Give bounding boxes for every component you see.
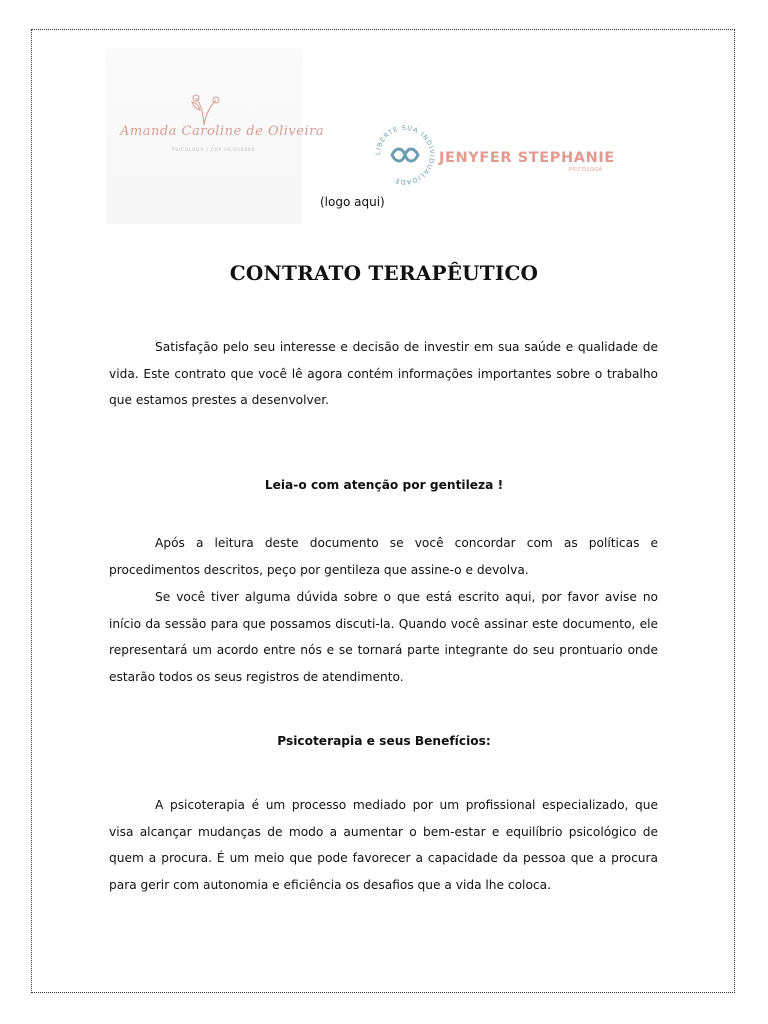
logo-jenyfer [372, 122, 615, 192]
logo-placeholder-note: (logo aqui) [320, 195, 385, 209]
paragraph-agreement: Após a leitura deste documento se você concordar com as políticas e procedimentos descritos, peço por gentileza que assine-o e devolva. [109, 536, 658, 577]
section-heading: Psicoterapia e seus Benefícios: [277, 734, 491, 748]
intro-paragraph: Satisfação pelo seu interesse e decisão de investir em sua saúde e qualidade de vida. Este contrato que você lê agora contém informações importantes sobre o trabalho que estamos prestes a desenvolver. [109, 340, 658, 408]
notice-heading: Leia-o com atenção por gentileza ! [264, 478, 504, 492]
paragraph-psychotherapy: A psicoterapia é um processo mediado por um profissional especializado, que visa alcançar mudanças de modo a aumentar o bem-estar e equilíbrio psicológico de quem a procura. É um meio que pode favorecer a capacidade da pessoa que a procura para gerir com autonomia e eficiência os desafios que a vida lhe coloca. [109, 798, 658, 893]
logo-subtitle: PSICÓLOGA | CRP 06/000000 [172, 147, 255, 152]
paragraph-questions: Se você tiver alguma dúvida sobre o que está escrito aqui, por favor avise no início da sessão para que possamos discuti-la. Quando você assinar este documento, ele representará um acordo entre nós e se tornará parte integrante do seu prontuario onde estarão todos os seus registros de atendimento. [109, 590, 658, 685]
logo-amanda [106, 48, 325, 224]
logo-ring-text: LIBERTE SUA INDIVIDUALIDADE [373, 123, 437, 187]
logo-name: JENYFER STEPHANIE [439, 150, 615, 166]
logo-signature: Amanda Caroline de Oliveira [120, 124, 325, 139]
flower-icon [182, 92, 226, 126]
infinity-ring-icon [372, 122, 438, 188]
logo-role: PSICÓLOGA [569, 167, 603, 173]
document-title: CONTRATO TERAPÊUTICO [229, 261, 539, 285]
